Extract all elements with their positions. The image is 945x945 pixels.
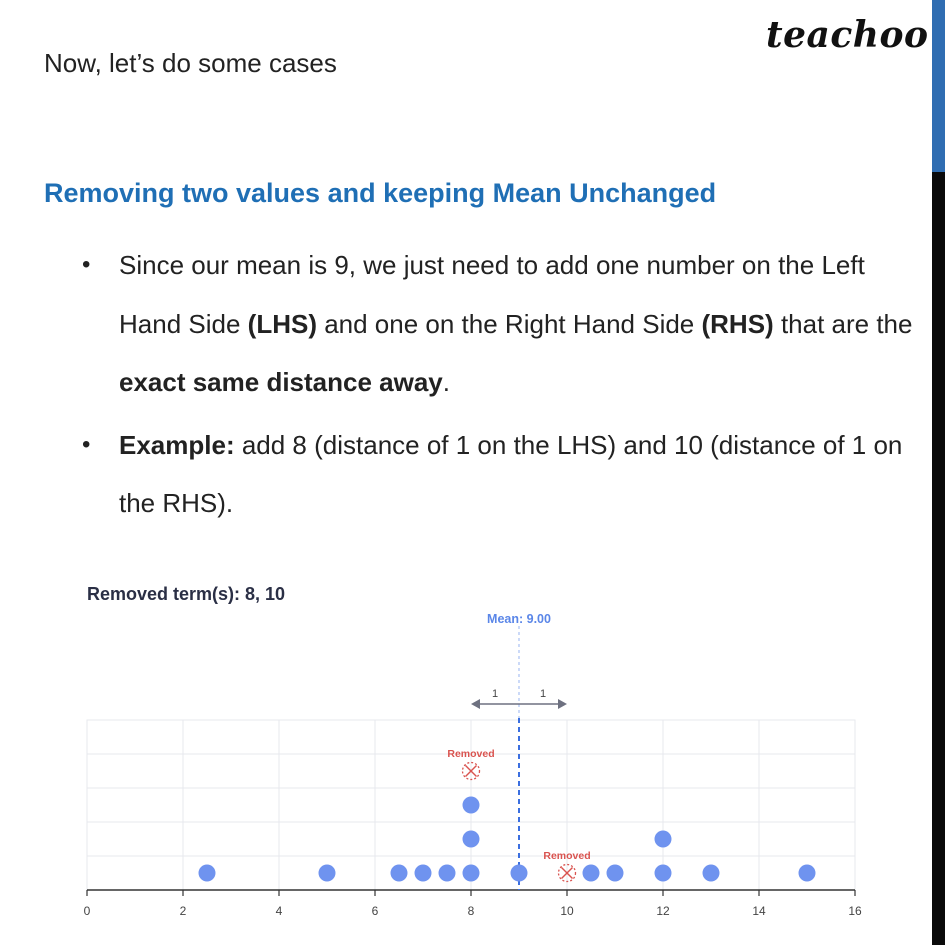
bullet-bold-text: (LHS): [247, 308, 317, 339]
data-point: [391, 865, 408, 882]
teachoo-logo: teachoo: [766, 14, 929, 56]
bullet-item-mean-rule: [82, 236, 932, 412]
x-tick-label: 4: [275, 904, 283, 918]
mean-label: Mean: 9.00: [487, 612, 551, 626]
data-point: [799, 865, 816, 882]
data-point: [583, 865, 600, 882]
sidebar-accent-bar: [932, 0, 945, 172]
data-point: [319, 865, 336, 882]
chart-title: Removed term(s): 8, 10: [87, 584, 286, 604]
arrow-left-icon: [471, 699, 480, 709]
bullet-bold-text: Example:: [119, 429, 235, 460]
data-point: [703, 865, 720, 882]
arrow-right-icon: [558, 699, 567, 709]
x-tick-label: 6: [371, 904, 379, 918]
distance-label-left: 1: [491, 688, 499, 700]
removed-label: Removed: [447, 748, 495, 760]
data-point: [199, 865, 216, 882]
distance-label-right: 1: [539, 688, 547, 700]
data-point: [415, 865, 432, 882]
bullet-list: [82, 236, 932, 537]
bullet-text: add 8 (distance of 1 on the LHS) and 10 (distance of 1 on the RHS).: [119, 429, 903, 518]
intro-text: Now, let’s do some cases: [44, 48, 337, 78]
bullet-text: that are the: [773, 308, 913, 339]
bullet-dot-icon: •: [82, 251, 91, 278]
x-tick-label: 16: [848, 904, 862, 918]
bullet-text: and one on the Right Hand Side: [316, 308, 702, 339]
data-point: [463, 831, 480, 848]
data-point: [511, 865, 528, 882]
data-point: [439, 865, 456, 882]
bullet-bold-text: (RHS): [701, 308, 774, 339]
x-tick-label: 12: [656, 904, 670, 918]
data-point: [463, 797, 480, 814]
bullet-item-example: [82, 416, 932, 533]
data-point: [463, 865, 480, 882]
removed-label: Removed: [543, 850, 591, 862]
bullet-text: Since our mean is 9, we just need to add one number on the Left Hand Side: [119, 250, 865, 339]
x-tick-label: 0: [83, 904, 91, 918]
bullet-text: .: [442, 367, 450, 397]
x-tick-label: 2: [179, 904, 187, 918]
x-tick-label: 10: [560, 904, 574, 918]
x-tick-label: 14: [752, 904, 766, 918]
bullet-bold-text: exact same distance away: [119, 367, 443, 397]
data-point: [607, 865, 624, 882]
data-point: [655, 865, 672, 882]
section-heading: Removing two values and keeping Mean Unchanged: [44, 178, 717, 208]
x-tick-label: 8: [467, 904, 475, 918]
bullet-dot-icon: •: [82, 430, 91, 458]
dot-plot-chart: [0, 600, 930, 930]
data-point: [655, 831, 672, 848]
